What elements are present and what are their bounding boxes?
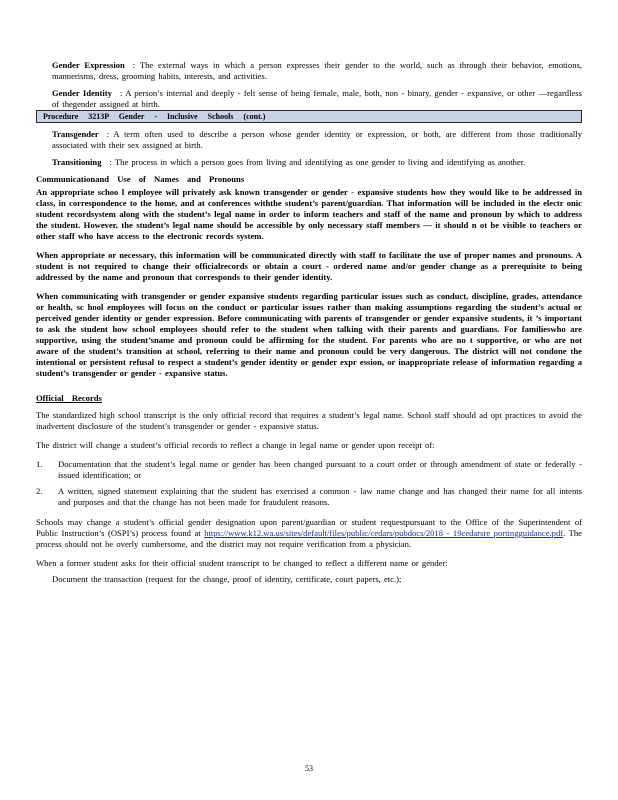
- term-gender-expression: Gender Expression: [52, 60, 125, 70]
- paragraph-ospi-process: [36, 517, 582, 550]
- term-transitioning: Transitioning: [52, 157, 102, 167]
- list-number: 1.: [36, 459, 43, 469]
- list-item-text: A written, signed statement explaining that the student has exercised a common - law name change and has changed their name for all intents and purposes and that the change has not been made for fraudulent reasons.: [58, 486, 582, 507]
- definition-transitioning: [36, 157, 582, 168]
- paragraph-former-student: When a former student asks for their official student transcript to be changed to reflect a different name or gender:: [36, 558, 448, 568]
- page-number: 53: [305, 764, 313, 773]
- list-number: 2.: [36, 486, 43, 496]
- definition-text: : A person’s internal and deeply - felt sense of being female, male, both, non - binary, gender - expansive, or other —regardless of thegender assigned at birth.: [52, 88, 582, 109]
- section-heading-communication: Communicationand Use of Names and Pronouns: [36, 174, 245, 184]
- term-gender-identity: Gender Identity: [52, 88, 112, 98]
- definition-text: : A term often used to describe a person whose gender identity or expression, or both, are different from those traditionally associated with their sex assigned at birth.: [52, 129, 582, 150]
- paragraph-transcript: The standardized high school transcript is the only official record that requires a student’s legal name. School staff should ad opt practices to avoid the inadvertent disclosure of the student’s transgender or gender - expansive status.: [36, 410, 582, 431]
- paragraph-when-communicating: When communicating with transgender or gender expansive students regarding particular issues such as conduct, discipline, grades, attendance or health, sc hool employees will focus on the conduct or particular issues rather than making assumptions regarding the student’s actual or perceived gender identity or gender expression. Before communicating with parents of transgender or gender expansive students, it ’s important to ask the student how school employees should refer to the student when talking with their parents and guardians. For familieswho are supportive, using the student’sname and pronoun could be affirming for the student. For parents who are no t supportive, or who are not aware of the student’s transition at school, referring to their name and pronoun could be very dangerous. The district will not condone the intentional or persistent refusal to respect a student’s gender identity or gender expr ession, or inappropriate release of information regarding a student’s transgender or gender - expansive status.: [36, 291, 582, 378]
- definition-gender-identity: [36, 88, 582, 110]
- procedure-header-band: Procedure 3213P Gender - Inclusive Schools (cont.): [36, 110, 582, 123]
- paragraph-when-appropriate: When appropriate or necessary, this information will be communicated directly with staff to facilitate the use of proper names and pronouns. A student is not required to change their officialrecords or obtain a court - ordered name and/or gender change as a prerequisite to being addressed by the name and pronoun that corresponds to their gender identity.: [36, 250, 582, 282]
- section-heading-official-records: Official Records: [36, 393, 102, 403]
- term-transgender: Transgender: [52, 129, 99, 139]
- paragraph-district-change: The district will change a student’s official records to reflect a change in legal name or gender upon receipt of:: [36, 440, 435, 450]
- document-page: [36, 60, 582, 591]
- paragraph-ospi-text-end: . The process should not be overly cumbersome, and the district may not require verification from a physician.: [36, 528, 583, 549]
- definition-text: : The process in which a person goes from living and identifying as one gender to living and identifying as another.: [109, 157, 526, 167]
- list-item-text: Documentation that the student’s legal name or gender has been changed pursuant to a court order or through amendment of state or federally - issued identification; or: [58, 459, 582, 480]
- definition-text: : The external ways in which a person expresses their gender to the world, such as through their behavior, emotions, mannerisms, dress, grooming habits, interests, and activities.: [52, 60, 582, 81]
- definition-gender-expression: [36, 60, 582, 82]
- list-item: [36, 459, 582, 481]
- paragraph-ospi-text: Schools may change a student’s official gender designation upon parent/guardian or student requestpursuant to the Office of the Superintendent of Public Instruction’s (OSPI’s) process found at: [36, 517, 582, 538]
- list-item: [36, 486, 582, 508]
- bullet-document-transaction: [36, 574, 582, 585]
- definition-transgender: [36, 129, 582, 151]
- records-list: [36, 459, 582, 508]
- paragraph-appropriate-employee: An appropriate schoo l employee will privately ask known transgender or gender - expansive students how they would like to be addressed in class, in correspondence to the home, and at conferences withthe student’s parent/guardian. That information will be included in the electr onic student recordsystem along with the student’s legal name in order to inform teachers and staff of the name and pronoun by which to address the student. However, the student’s legal name should be accessible by only necessary staff members — it should n ot be visible to teachers or other staff who have access to the electronic records system.: [36, 187, 582, 241]
- bullet-text: Document the transaction (request for the change, proof of identity, certificate, court papers, etc.);: [52, 574, 402, 584]
- ospi-guidance-link[interactable]: https://www.k12.wa.us/sites/default/files/public/cedars/pubdocs/2018 - 19cedarsre portingguidance.pdf: [204, 528, 564, 538]
